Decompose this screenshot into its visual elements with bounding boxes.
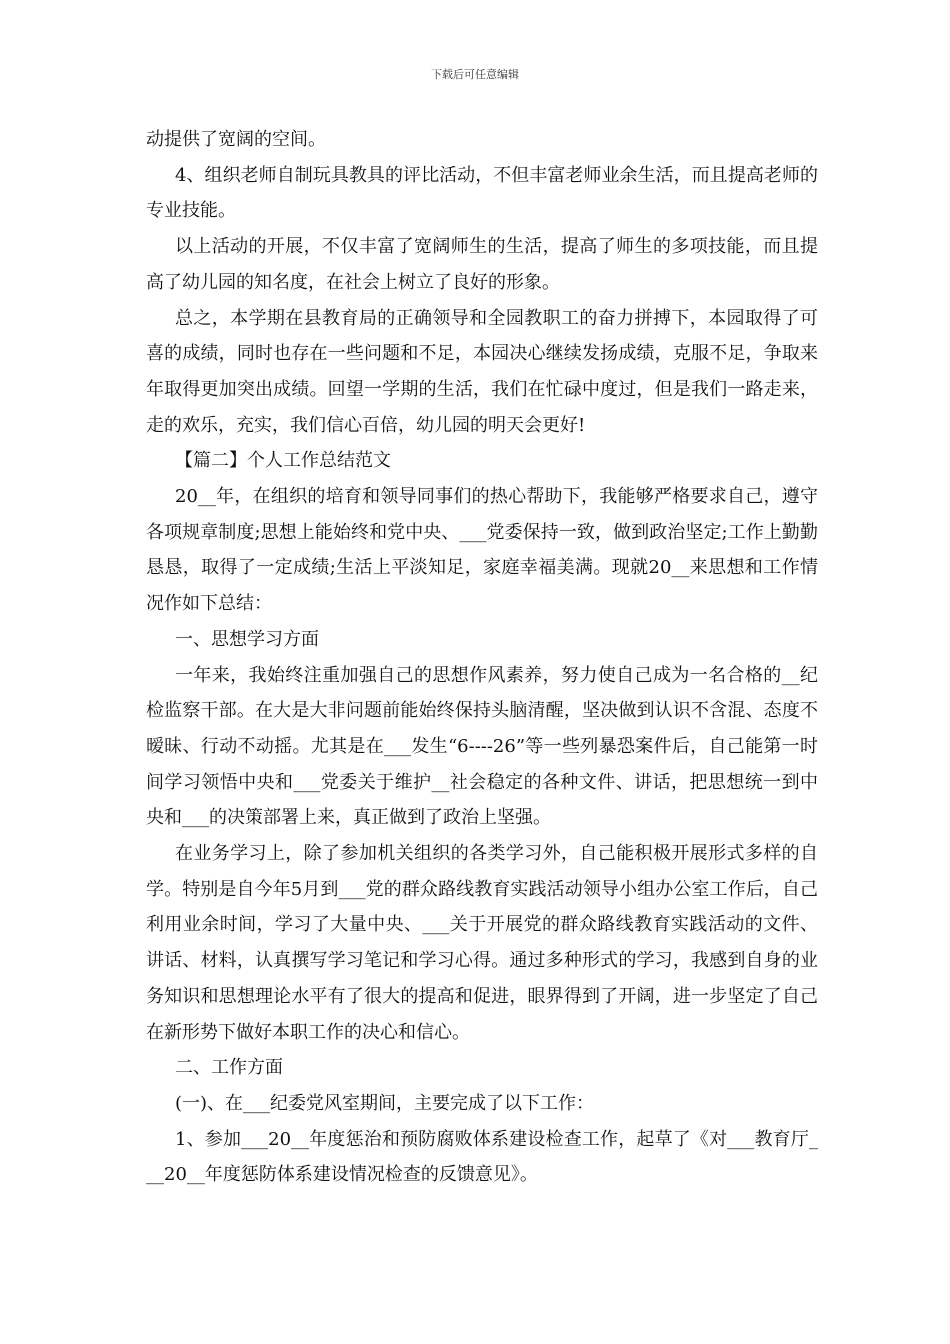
section-heading: 一、思想学习方面	[175, 628, 319, 650]
paragraph: 在业务学习上，除了参加机关组织的各类学习外，自己能积极开展形式多样的自学。特别是自今年5月到___党的群众路线教育实践活动领导小组办公室工作后，自己利用业余时间，学习了大量中央、___关于开展党的群众路线教育实践活动的文件、讲话、材料，认真撰写学习笔记和学习心得。通过多种形式的学习，我感到自身的业务知识和思想理论水平有了很大的提高和促进，眼界得到了开阔，进一步坚定了自己在新形势下做好本职工作的决心和信心。	[146, 843, 818, 1043]
section-heading: 【篇二】个人工作总结范文	[175, 450, 391, 472]
paragraph: 4、组织老师自制玩具教具的评比活动，不但丰富老师业余生活，而且提高老师的专业技能。	[146, 164, 818, 222]
paragraph: 动提供了宽阔的空间。	[146, 129, 326, 150]
paragraph: 总之，本学期在县教育局的正确领导和全园教职工的奋力拼搏下，本园取得了可喜的成绩，同时也存在一些问题和不足，本园决心继续发扬成绩，克服不足，争取来年取得更加突出成绩。回望一学期的生活，我们在忙碌中度过，但是我们一路走来，走的欢乐，充实，我们信心百倍，幼儿园的明天会更好!	[146, 307, 818, 436]
document-body	[146, 122, 818, 1193]
subsection-heading: (一)、在___纪委党风室期间，主要完成了以下工作：	[175, 1092, 595, 1114]
paragraph: 一年来，我始终注重加强自己的思想作风素养，努力使自己成为一名合格的__纪检监察干部。在大是大非问题前能始终保持头脑清醒，坚决做到认识不含混、态度不暧昧、行动不动摇。尤其是在___发生“6----26”等一些列暴恐案件后，自己能第一时间学习领悟中央和___党委关于维护__社会稳定的各种文件、讲话，把思想统一到中央和___的决策部署上来，真正做到了政治上坚强。	[146, 664, 818, 829]
paragraph: 20__年，在组织的培育和领导同事们的热心帮助下，我能够严格要求自己，遵守各项规章制度;思想上能始终和党中央、___党委保持一致，做到政治坚定;工作上勤勤恳恳，取得了一定成绩;生活上平淡知足，家庭幸福美满。现就20__来思想和工作情况作如下总结：	[146, 486, 818, 615]
section-heading: 二、工作方面	[175, 1057, 283, 1079]
page-header: 下载后可任意编辑	[431, 68, 519, 81]
paragraph: 1、参加___20__年度惩治和预防腐败体系建设检查工作，起草了《对___教育厅___20__年度惩防体系建设情况检查的反馈意见》。	[146, 1128, 818, 1186]
paragraph: 以上活动的开展，不仅丰富了宽阔师生的生活，提高了师生的多项技能，而且提高了幼儿园的知名度，在社会上树立了良好的形象。	[146, 236, 818, 293]
